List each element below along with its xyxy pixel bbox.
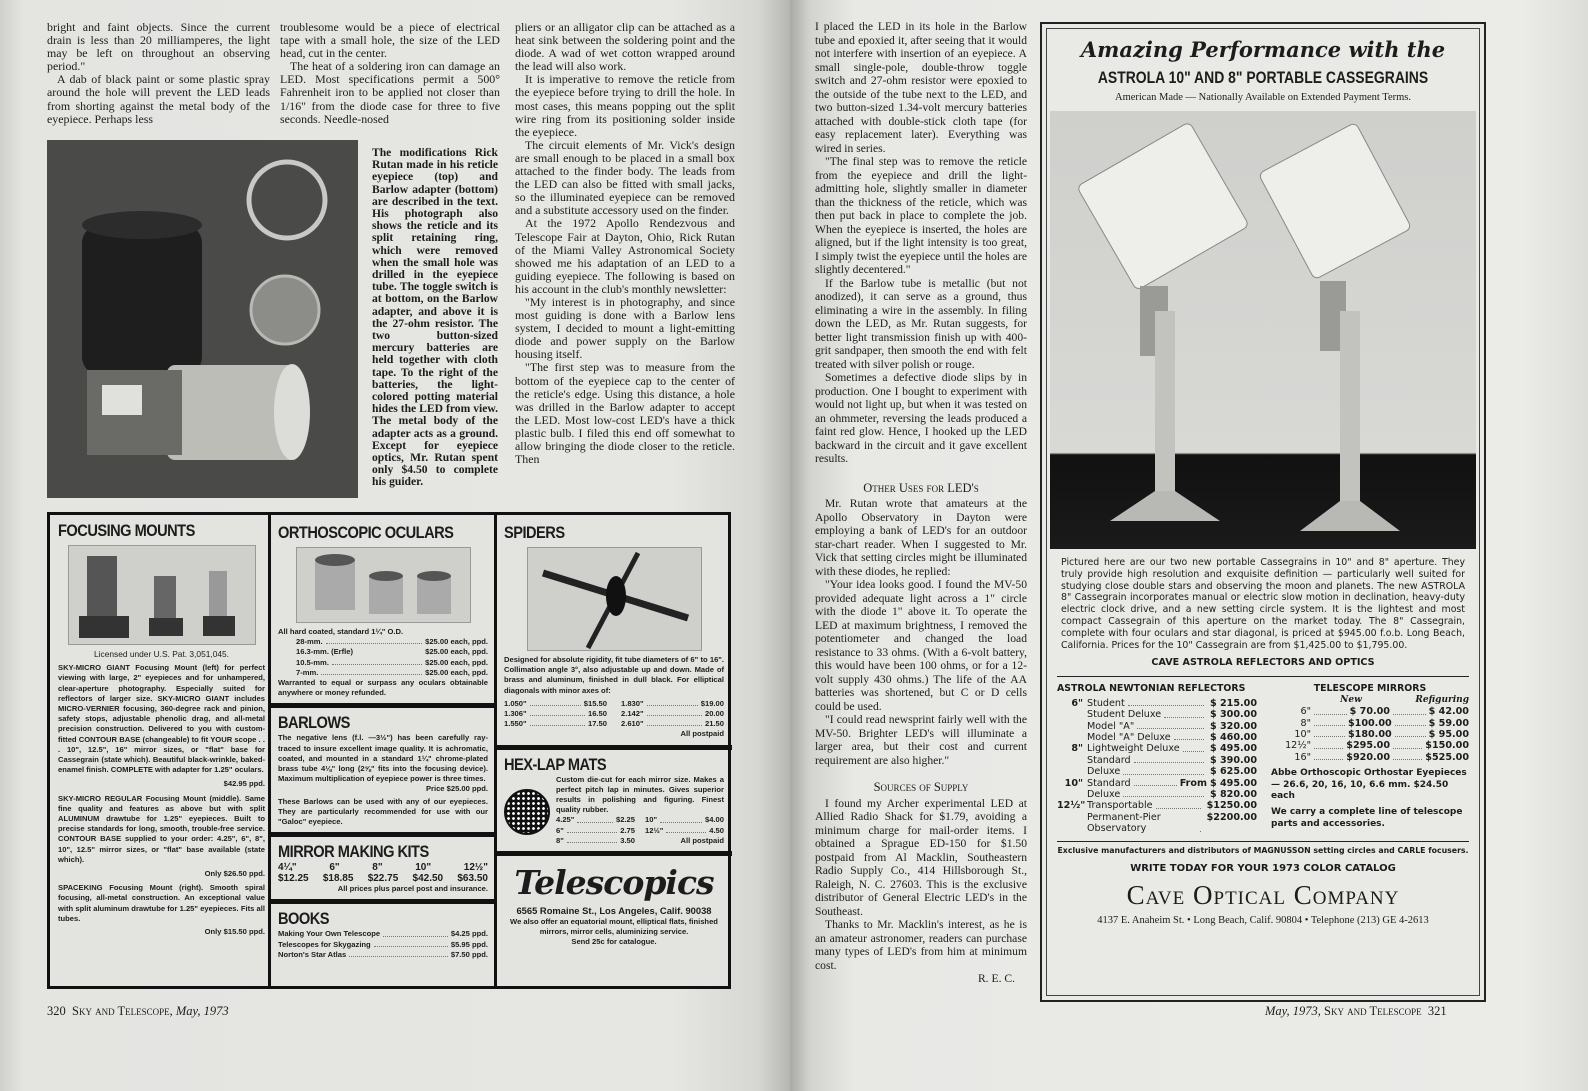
- mirror-rows: [1271, 706, 1469, 763]
- hexlap-row: [645, 826, 724, 836]
- model: Student: [1087, 697, 1125, 709]
- hexlap-size: 12½": [645, 825, 664, 835]
- paragraph: "I could read newsprint fairly well with the MV-50. Brighter LED's will illuminate a larger area, but their cost and current requirement are also higher.": [815, 713, 1027, 767]
- spider-row: [504, 709, 607, 719]
- text-column-1: [47, 21, 270, 139]
- newtonian-row: [1057, 721, 1257, 732]
- divider: [496, 745, 732, 750]
- ocular-note: (Erfle): [331, 647, 354, 657]
- book-title: Telescopes for Skygazing: [278, 939, 371, 949]
- exclusive-note: Exclusive manufacturers and distributors of MAGNUSSON setting circles and CARLE focusers.: [1057, 841, 1469, 855]
- hexlap-price: $2.25: [615, 815, 635, 825]
- paragraph: "My interest is in photography, and since most guiding is done with a Barlow lens system, I decided to mount a light-emitting diode and power supply on the Barlow housing itself.: [515, 294, 735, 362]
- paragraph: Thanks to Mr. Macklin's interest, as he is an amateur astronomer, readers can purchase many types of LED's from him at minimum cost.: [815, 918, 1027, 972]
- hexlap-postpaid: All postpaid: [680, 835, 724, 845]
- divider: [496, 851, 732, 856]
- cave-optical-ad: [1040, 22, 1486, 1002]
- book-title: Norton's Star Atlas: [278, 949, 347, 959]
- barlows-note: These Barlows can be used with any of our eyepieces. They are particularly recommended for use with our "Galoc" eyepiece.: [278, 796, 488, 827]
- spider-price: 16.50: [587, 709, 607, 719]
- sky-micro-regular-price: Only $26.50 ppd.: [204, 869, 265, 879]
- paragraph: I placed the LED in its hole in the Barlow tube and epoxied it, after seeing that it would not interfere with insertion of an eyepiece. A small single-pole, double-throw toggle switch and 27-ohm resistor were epoxied to the outside of the tube next to the LED, and two button-sized 1.34-volt mercury batteries attached with double-stick cloth tape (for easy replacement later). Everything was wired in series.: [815, 20, 1027, 155]
- hexlap-size: 6": [556, 825, 564, 835]
- refiguring-price: $ 59.00: [1428, 717, 1470, 729]
- spider-row: [621, 699, 724, 709]
- spider-price: 21.50: [704, 719, 724, 729]
- spider-price: 17.50: [587, 719, 607, 729]
- ad-description: Pictured here are our two new portable Cassegrains in 10" and 8" aperture. They truly provide high resolution and exquisite definition — particularly well suited for studying close double stars and observing the moon and planets. The new ASTROLA 8" Cassegrain incorporates manual or electric slow motion in declination, heavy-duty electric clock drive, and a new setting circle system. It is the lightest and most compact Cassegrain of this aperture on the market today. The 8" Cassegrain, complete with four oculars and star diagonal, is priced at $945.00 f.o.b. Long Beach, California. Prices for the 10" Cassegrain are from $1,425.00 to $1,795.00.: [1061, 557, 1465, 651]
- ocular-size: 10.5-mm.: [296, 657, 329, 667]
- ocular-size: 16.3-mm.: [296, 647, 329, 657]
- ocular-price: $25.00 each, ppd.: [425, 647, 488, 657]
- newtonian-title: ASTROLA NEWTONIAN REFLECTORS: [1057, 683, 1246, 695]
- ad-script-title: Amazing Performance with the: [1080, 37, 1446, 62]
- hexlap-row: [645, 815, 724, 825]
- spider-price: 20.00: [704, 709, 724, 719]
- price: $2200.00: [1206, 811, 1257, 823]
- refiguring-price: $ 95.00: [1428, 729, 1470, 740]
- telescopics-address: 6565 Romaine St., Los Angeles, Calif. 90038: [516, 905, 712, 917]
- model: Transportable: [1087, 800, 1153, 812]
- model: Model "A" Deluxe: [1087, 732, 1171, 743]
- model: Deluxe: [1087, 789, 1121, 801]
- mirror-row: [1271, 740, 1469, 751]
- page-number: 321: [1427, 1004, 1447, 1018]
- newtonian-rows: [1057, 698, 1257, 835]
- ocular-price: $25.00 each, ppd.: [425, 667, 488, 677]
- kit-price: $63.50: [457, 873, 488, 885]
- barlows-text: The negative lens (f.l. —3½") has been carefully ray-traced to insure excellent image quality. It is achromatic, coated, and mounted in a standard 1¼" chrome-plated brass tube 4⅛" long (2⅝" fits into the focusing device). Maximum multiplication of eyepiece power is three times.: [278, 733, 488, 784]
- telescopics-logo: Telescopics: [514, 863, 714, 903]
- ocular-price: $25.00 each, ppd.: [425, 637, 488, 647]
- section-heading: Sources of Supply: [873, 780, 969, 794]
- price: $ 460.00: [1209, 732, 1257, 743]
- page-footer-right: [1265, 1004, 1447, 1019]
- newtonian-row: [1057, 743, 1257, 754]
- col-refiguring: Refiguring: [1415, 694, 1469, 705]
- telescopics-catalogue: Send 25c for catalogue.: [571, 937, 657, 947]
- focusing-mounts-image: [68, 545, 256, 645]
- hexlap-row: [556, 815, 635, 825]
- left-page: [0, 0, 790, 1091]
- paragraph: troublesome would be a piece of electrical tape with a small hole, the size of the LED head, cut in the center.: [280, 21, 500, 61]
- ocular-row: [296, 658, 488, 668]
- paragraph: Mr. Rutan wrote that amateurs at the Apollo Observatory in Dayton were employing a bank of LED's for an outdoor star-chart reader. When I suggested to Mr. Vick that setting circles might be illuminated with these diodes, he replied:: [815, 497, 1027, 578]
- mirror-row: [1271, 706, 1469, 717]
- price: $ 625.00: [1209, 766, 1257, 778]
- hexlap-price: 3.50: [620, 835, 635, 845]
- kit-price: $42.50: [412, 873, 444, 885]
- patent-note: Licensed under U.S. Pat. 3,051,045.: [93, 649, 230, 659]
- hexlap-mat-icon: [504, 789, 550, 835]
- kit-size: 8": [372, 862, 383, 874]
- company-address: 4137 E. Anaheim St. • Long Beach, Calif. 90804 • Telephone (213) GE 4-2613: [1097, 914, 1429, 926]
- hexlap-price: 4.50: [709, 825, 724, 835]
- spaceking-price: Only $15.50 ppd.: [204, 927, 265, 937]
- paragraph: A dab of black paint or some plastic spray around the hole will prevent the LED leads from shorting against the metal body of the eyepiece. Perhaps less: [47, 72, 270, 126]
- telescopics-ad: [47, 512, 731, 989]
- spider-image: [527, 547, 702, 651]
- spiders-title: SPIDERS: [504, 523, 565, 542]
- spider-row: [504, 719, 607, 729]
- paragraph: I found my Archer experimental LED at Allied Radio Shack for $1.79, avoiding a minimum charge for mail-order items. I obtained a Sprague ED-150 for $1.50 postpaid from Al Macklin, Southeastern Radio Supply Co., 414 Hillsborough St., Raleigh, N. C. 27603. This is the exclusive distributor of General Electric LED's in the Southeast.: [815, 796, 1027, 918]
- ocular-row: [296, 647, 488, 657]
- aperture: 6": [1071, 697, 1083, 709]
- mirror-row: [1271, 718, 1469, 729]
- ocular-row: [296, 637, 488, 647]
- mirror-size: 8": [1300, 717, 1311, 729]
- hexlap-size: 10": [645, 815, 658, 825]
- newtonian-row: [1057, 709, 1257, 720]
- book-price: $4.25 ppd.: [450, 929, 488, 939]
- paragraph: "The first step was to measure from the bottom of the eyepiece cap to the center of the reticle's edge. Using this distance, a hole was drilled in the Barlow adapter to accept the LED. Most low-cost LED's have a thick plastic bulb. I filed this end off somewhat to allow bringing the diode closer to the reticle. Then: [515, 360, 735, 467]
- page-footer-left: [47, 1004, 229, 1019]
- magazine-name: Sky and Telescope: [1324, 1004, 1422, 1018]
- aperture: [1057, 766, 1083, 777]
- refiguring-price: $150.00: [1425, 740, 1469, 752]
- mirror-size: 16": [1294, 751, 1311, 763]
- kit-sizes: [278, 862, 488, 873]
- aperture: 10": [1064, 777, 1083, 789]
- newtonian-row: [1057, 778, 1257, 789]
- price: $ 495.00: [1209, 743, 1257, 755]
- barlows-price: Price $25.00 ppd.: [425, 784, 488, 794]
- mirror-size: 6": [1300, 706, 1311, 718]
- sky-micro-giant-text: SKY-MICRO GIANT Focusing Mount (left) for perfect viewing with large, 2" eyepieces and for unhampered, clear-aperture photography. Especially suited for reflectors of larger size. SKY-MICRO GIANT includes MICRO-VERNIER focusing, 360-degree rack and pinion, safety stops, adjustable phenolic drag, and all-metal precision construction. Delivered to you with custom-fitted CONTOUR BASE (changeable) to fit YOUR scope . . . 10", 12.5", 16" mirror sizes, or "flat" base for Cassegrain (state which). Beautiful black-wrinkle, baked-enamel finish. COMPLETE with adapter for 1.25" oculars.: [58, 663, 265, 775]
- price: $ 320.00: [1209, 720, 1257, 732]
- catalog-offer: WRITE TODAY FOR YOUR 1973 COLOR CATALOG: [1130, 862, 1396, 874]
- mirror-row: [1271, 752, 1469, 763]
- spiders-ad: [504, 515, 724, 986]
- new-price: $180.00: [1347, 729, 1392, 740]
- newtonian-table: [1057, 683, 1257, 834]
- new-price: $100.00: [1347, 717, 1392, 729]
- orthoscopic-title: ORTHOSCOPIC OCULARS: [278, 523, 454, 542]
- hexlap-row: [556, 826, 635, 836]
- mirror-size: 12½": [1285, 740, 1311, 752]
- spider-size: 1.830": [621, 698, 644, 708]
- price: $ 215.00: [1209, 697, 1257, 709]
- paragraph: "Your idea looks good. I found the MV-50 provided adequate light across a 1" circle with the diode 1" above it. To operate the LED at maximum brightness, I removed the potentiometer and changed the load resistance to 33 ohms. (With a 6-volt battery, this would have been 100 ohms, or for a 12-volt supply 430 ohms.) The life of the AA batteries was shortened, but C or D cells could be used.: [815, 578, 1027, 713]
- newtonian-row: [1057, 766, 1257, 777]
- aperture: [1057, 812, 1083, 835]
- kit-size: 4¼": [278, 862, 297, 874]
- magazine-name: Sky and Telescope,: [72, 1004, 173, 1018]
- mirror-kits-title: MIRROR MAKING KITS: [278, 842, 429, 862]
- paragraph: Sometimes a defective diode slips by in production. One I bought to experiment with would not light up, but when it was tested on an ohmmeter, reversing the leads produced a faint red glow. Hence, I hooked up the LED backward in the circuit and it gave excellent results.: [815, 371, 1027, 465]
- newtonian-row: [1057, 789, 1257, 800]
- eyepieces-note: Abbe Orthoscopic Orthostar Eyepieces — 26.6, 20, 16, 10, 6.6 mm. $24.50 each: [1271, 768, 1467, 802]
- author-initials: R. E. C.: [977, 972, 1015, 985]
- newtonian-row: [1057, 698, 1257, 709]
- spaceking-text: SPACEKING Focusing Mount (right). Smooth spiral focusing, all-metal construction. An exceptional value with split aluminum drawtube for 1.25" eyepieces. Fits all tubes.: [58, 883, 265, 923]
- new-price: $920.00: [1346, 751, 1390, 763]
- kit-note: All prices plus parcel post and insurance.: [337, 884, 488, 894]
- model: Student Deluxe: [1087, 709, 1162, 721]
- kit-prices: [278, 873, 488, 884]
- spider-size: 2.610": [621, 719, 644, 729]
- oculars-warranty: Warranted to equal or surpass any oculars obtainable anywhere or money refunded.: [278, 678, 488, 698]
- model: Standard: [1087, 777, 1131, 789]
- ad-headline: ASTROLA 10" AND 8" PORTABLE CASSEGRAINS: [1097, 68, 1429, 87]
- spider-size: 2.142": [621, 709, 644, 719]
- ocular-price: $25.00 each, ppd.: [425, 657, 488, 667]
- section-heading: Other Uses for LED's: [863, 480, 979, 495]
- mirror-row: [1271, 729, 1469, 740]
- company-name: Cave Optical Company: [1126, 879, 1400, 910]
- telescopics-text: We also offer an equatorial mount, elliptical flats, finished mirrors, mirror cells, aluminizing service.: [510, 917, 718, 937]
- parts-note: We carry a complete line of telescope parts and accessories.: [1271, 807, 1463, 829]
- divider: [270, 899, 496, 904]
- spiders-text: Designed for absolute rigidity, fit tube diameters of 6" to 16". Collimation angle 3°, also adjustable up and down. Made of brass and aluminum, finished in dull black. For elliptical diagonals with minor axes of:: [504, 655, 724, 695]
- spider-price: $15.50: [583, 698, 607, 708]
- spider-price: $19.00: [700, 698, 724, 708]
- text-column-3: [515, 21, 735, 506]
- aperture: [1057, 789, 1083, 800]
- hexlap-price: $4.00: [704, 815, 724, 825]
- kit-size: 6": [329, 862, 340, 874]
- newtonian-row: [1057, 755, 1257, 766]
- refiguring-price: $ 42.00: [1428, 706, 1469, 718]
- hexlap-body: [504, 775, 724, 846]
- ad-subline: American Made — Nationally Available on Extended Payment Terms.: [1114, 92, 1411, 103]
- newtonian-row: [1057, 812, 1257, 835]
- kit-price: $22.75: [367, 873, 399, 885]
- ocular-row: [296, 668, 488, 678]
- divider: [268, 515, 271, 986]
- book-title: Making Your Own Telescope: [278, 929, 381, 939]
- model: Deluxe: [1087, 766, 1121, 778]
- book-row: [278, 940, 488, 950]
- book-row: [278, 950, 488, 960]
- refiguring-price: $525.00: [1425, 751, 1469, 763]
- mirrors-title: TELESCOPE MIRRORS: [1313, 683, 1427, 695]
- price-tables: [1057, 676, 1469, 834]
- ad-section-title: CAVE ASTROLA REFLECTORS AND OPTICS: [1151, 657, 1375, 669]
- divider: [494, 515, 497, 986]
- right-text-column: [815, 20, 1027, 1005]
- hexlap-price: 2.75: [620, 825, 635, 835]
- page-number: 320: [47, 1004, 66, 1018]
- cassegrain-photo: [1050, 111, 1476, 549]
- aperture: 12½": [1057, 800, 1086, 812]
- newtonian-row: [1057, 732, 1257, 743]
- from-label: From: [1179, 777, 1207, 789]
- text-column-2: [280, 21, 500, 139]
- model: Lightweight Deluxe: [1087, 743, 1180, 755]
- mirror-size: 10": [1294, 729, 1311, 740]
- hexlap-size: 8": [556, 835, 564, 845]
- eyepiece-photo: [47, 140, 358, 498]
- divider: [270, 832, 496, 837]
- hexlap-size: 4.25": [556, 815, 575, 825]
- paragraph: It is imperative to remove the reticle from the eyepiece before trying to drill the hole. In most cases, this means popping out the split wire ring from its positioning solder inside the eyepiece.: [515, 72, 735, 139]
- model: Standard: [1087, 754, 1131, 766]
- paragraph: The circuit elements of Mr. Vick's design are small enough to be placed in a small box attached to the finder body. The leads from the LED can also be fitted with small jacks, so the illuminated eyepiece can be removed and a substitute accessory used on the finder.: [515, 137, 735, 218]
- kit-size: 10": [415, 862, 432, 874]
- spider-size: 1.306": [504, 709, 527, 719]
- cassegrain-photo-image: [1050, 111, 1482, 549]
- paragraph: pliers or an alligator clip can be attached as a heat sink between the soldering point and the diode. A wad of wet cotton wrapped around the lead will also work.: [515, 21, 735, 74]
- book-row: [278, 929, 488, 939]
- kit-price: $12.25: [278, 873, 309, 885]
- paragraph: If the Barlow tube is metallic (but not anodized), it can serve as a ground, thus eliminating a wire in the assembly. In filing down the LED, as Mr. Rutan suggests, for better light transmission finish up with 400-grit sandpaper, then smooth the end with felt treated with silver polish or rouge.: [815, 276, 1027, 371]
- photo-caption: The modifications Rick Rutan made in his reticle eyepiece (top) and Barlow adapter (bottom) are described in the text. His photograph also shows the reticle and its split retaining ring, which were removed when the small hole was drilled in the eyepiece tube. The toggle switch is at bottom, on the Barlow adapter, and above it is the 27-ohm resistor. The two button-sized mercury batteries are held together with cloth tape. To the right of the batteries, the light-colored potting material hides the LED from view. The metal body of the adapter acts as a ground. Except for eyepiece optics, Mr. Rutan spent only $4.50 to complete his guider.: [372, 146, 498, 489]
- hexlap-title: HEX-LAP MATS: [504, 754, 607, 774]
- spider-size: 1.550": [504, 719, 527, 729]
- aperture: 8": [1071, 743, 1083, 755]
- col-new: New: [1340, 694, 1362, 705]
- spiders-postpaid: All postpaid: [680, 729, 724, 739]
- ocular-size: 7-mm.: [296, 667, 319, 677]
- spider-size: 1.050": [504, 698, 527, 708]
- price: $ 820.00: [1209, 789, 1257, 801]
- paragraph: At the 1972 Apollo Rendezvous and Telescope Fair at Dayton, Ohio, Rick Rutan of the Miami Valley Astronomical Society showed me his adaptation of an LED to a guiding eyepiece. The following is based on his account in the club's monthly newsletter:: [515, 216, 735, 296]
- mirrors-table: [1271, 683, 1469, 834]
- kit-size: 12½": [463, 862, 488, 874]
- newtonian-row: [1057, 800, 1257, 811]
- focusing-mounts-ad: [58, 515, 265, 986]
- oculars-image: [296, 547, 471, 623]
- aperture: [1057, 755, 1083, 766]
- books-title: BOOKS: [278, 909, 330, 929]
- oculars-ad: [278, 515, 488, 986]
- eyepiece-photo-image: [47, 140, 358, 498]
- barlows-title: BARLOWS: [278, 713, 350, 733]
- oculars-intro: All hard coated, standard 1¼" O.D.: [278, 627, 404, 636]
- price: $ 300.00: [1209, 709, 1257, 721]
- aperture: [1057, 709, 1083, 720]
- model: Model "A": [1087, 720, 1135, 732]
- paragraph: bright and faint objects. Since the current drain is less than 20 milliamperes, the light may be left on throughout an observing period.": [47, 21, 270, 74]
- spider-row: [621, 719, 724, 729]
- aperture: [1057, 732, 1083, 743]
- divider: [270, 703, 496, 708]
- model: Permanent-Pier Observatory: [1087, 811, 1161, 835]
- price: $1250.00: [1206, 800, 1257, 812]
- sky-micro-giant-price: $42.95 ppd.: [223, 779, 265, 789]
- spider-price-list: [504, 699, 724, 730]
- issue-date: May, 1973,: [1265, 1004, 1321, 1018]
- aperture: [1057, 721, 1083, 732]
- ocular-size: 28-mm.: [296, 637, 323, 647]
- spider-row: [621, 709, 724, 719]
- issue-date: May, 1973: [175, 1004, 229, 1018]
- new-price: $ 70.00: [1349, 706, 1390, 718]
- sky-micro-regular-text: SKY-MICRO REGULAR Focusing Mount (middle). Same fine quality and features as above but with split ALUMINUM drawtube for 1.25" eyepieces. Built to precise standards for long, smooth, trouble-free service. CONTOUR BASE supplied to your order: 4.25", 6", 8", 10", 12.5" mirror sizes, or "flat" base available (state which).: [58, 793, 265, 864]
- price: $ 495.00: [1209, 777, 1257, 789]
- new-price: $295.00: [1346, 740, 1390, 752]
- book-price: $7.50 ppd.: [450, 949, 488, 959]
- paragraph: "The final step was to remove the reticle from the eyepiece and drill the light-admitting hole, slightly smaller in diameter than the thickness of the reticle, which was then put back in place to complete the job. When the eyepiece is inserted, the holes are aligned, but if the light intensity is too great, I simply twist the eyepiece until the holes are slightly decentered.": [815, 155, 1027, 276]
- focusing-mounts-title: FOCUSING MOUNTS: [58, 521, 195, 540]
- kit-price: $18.85: [322, 873, 354, 885]
- price: $ 390.00: [1209, 754, 1257, 766]
- hexlap-row: [556, 836, 635, 846]
- hexlap-text: Custom die-cut for each mirror size. Makes a perfect pitch lap in minutes. Gives superior results in polishing and figuring. Finest quality rubber.: [556, 774, 724, 815]
- book-price: $5.95 ppd.: [450, 939, 488, 949]
- paragraph: The heat of a soldering iron can damage an LED. Most specifications permit a 500° Fahrenheit iron to be applied not closer than 1/16" from the diode case for three to five seconds. Needle-nosed: [280, 59, 500, 126]
- spider-row: [504, 699, 607, 709]
